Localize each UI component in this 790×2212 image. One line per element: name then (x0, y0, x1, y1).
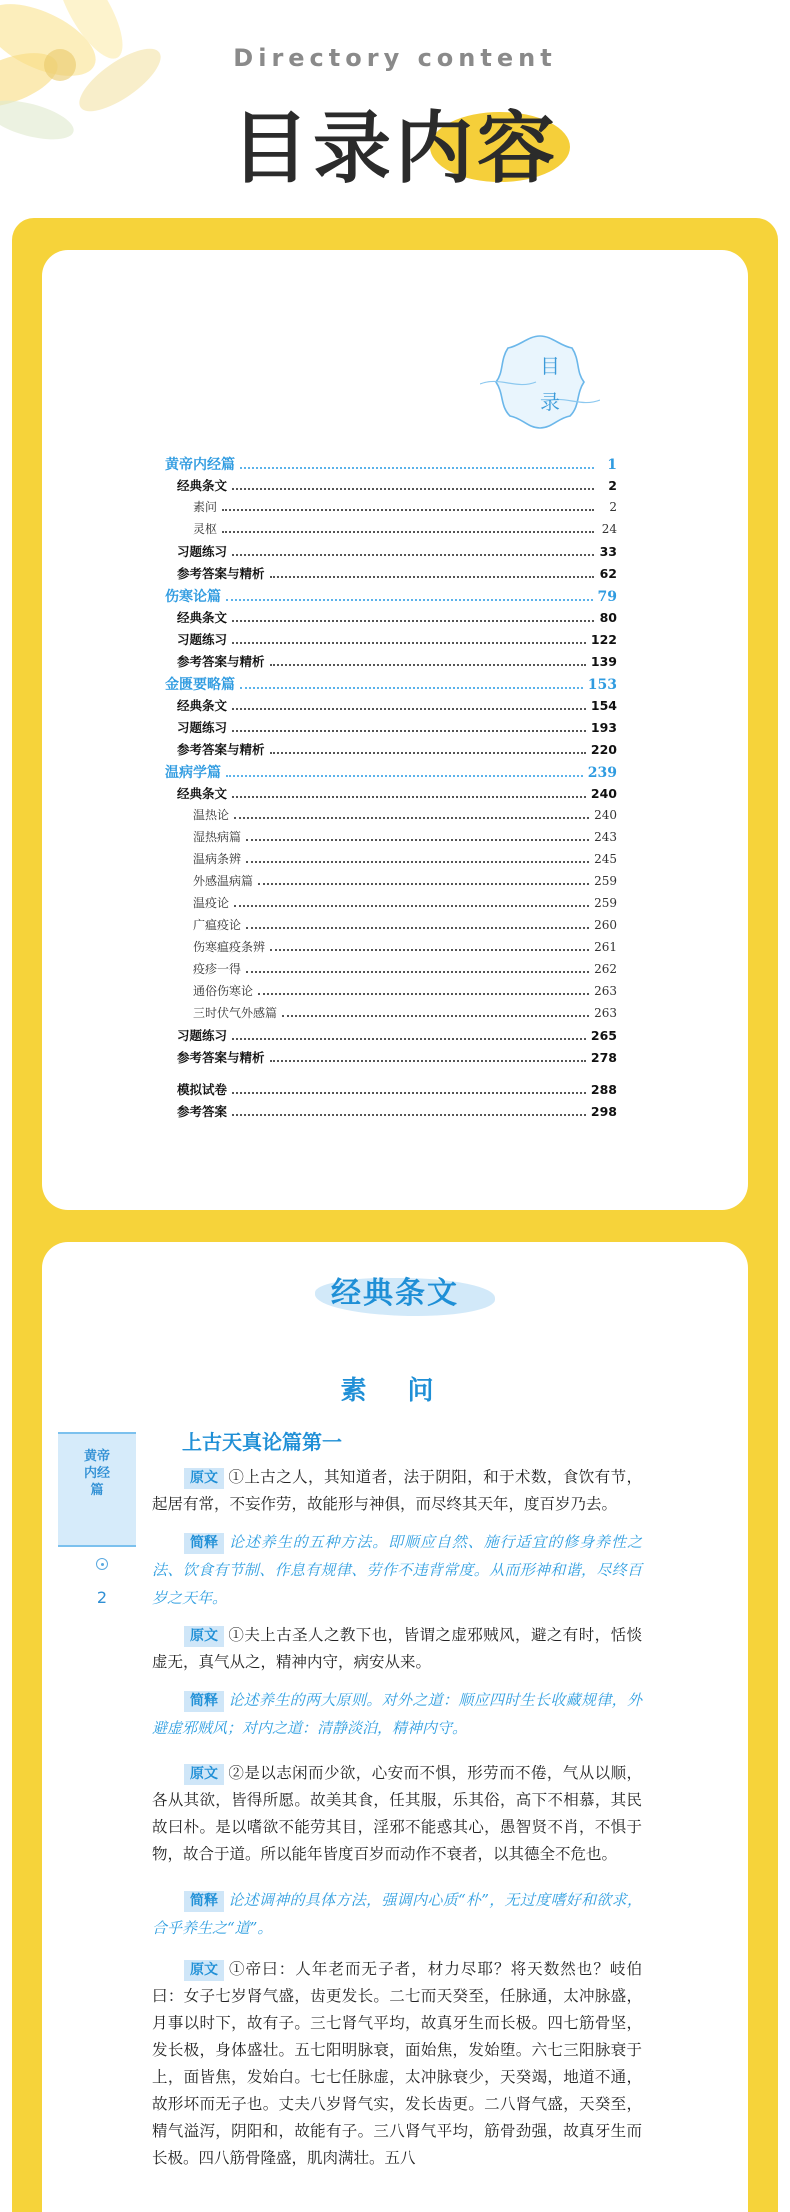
toc-entry-section[interactable] (165, 718, 617, 740)
brief-paragraph (152, 1528, 642, 1612)
toc-label: 习题练习 (177, 1028, 228, 1043)
toc-leader (258, 993, 589, 995)
toc-label: 温病学篇 (165, 765, 221, 781)
toc-page: 80 (599, 610, 617, 625)
toc-entry-chapter[interactable] (165, 674, 617, 696)
toc-entry-section[interactable] (165, 696, 617, 718)
toc-entry-sub[interactable] (165, 1004, 617, 1026)
toc-leader (232, 1114, 586, 1116)
badge-char-mu: 目 (540, 354, 560, 378)
toc-entry-section[interactable] (165, 608, 617, 630)
original-tag: 原文 (184, 1764, 224, 1785)
toc-entry-section[interactable] (165, 476, 617, 498)
toc-label: 湿热病篇 (193, 830, 242, 844)
toc-label: 参考答案 (177, 1104, 228, 1119)
toc-leader (234, 905, 589, 907)
section-title-text: 经典条文 (331, 1276, 459, 1311)
toc-label: 经典条文 (177, 478, 228, 493)
toc-label: 习题练习 (177, 720, 228, 735)
toc-leader (234, 817, 589, 819)
toc-leader (240, 687, 583, 689)
toc-leader (270, 949, 589, 951)
brief-tag: 简释 (184, 1691, 224, 1712)
paragraph-text: ①帝曰：人年老而无子者，材力尽耶？将天数然也？岐伯曰：女子七岁肾气盛，齿更发长。二七而天癸至，任脉通，太冲脉盛，月事以时下，故有子。三七肾气平均，故真牙生而长极。四七筋骨坚，发长极，身体盛壮。五七阳明脉衰，面始焦，发始堕。六七三阳脉衰于上，面皆焦，发始白。七七任脉虚，太冲脉衰少，天癸竭，地道不通，故形坏而无子也。丈夫八岁肾气实，发长齿更。二八肾气盛，天癸至，精气溢泻，阴阳和，故能有子。三八肾气平均，筋骨劲强，故真牙生而长极。四八筋骨隆盛，肌肉满壮。五八 (152, 1960, 642, 2167)
toc-entry-sub[interactable] (165, 850, 617, 872)
toc-leader (232, 796, 586, 798)
original-paragraph (152, 1956, 642, 2172)
toc-page: 288 (590, 1082, 617, 1097)
toc-page: 2 (608, 478, 617, 493)
toc-page: 220 (590, 742, 617, 757)
toc-page: 153 (587, 677, 617, 693)
toc-page: 240 (594, 808, 617, 822)
toc-entry-sub[interactable] (165, 828, 617, 850)
toc-label: 温疫论 (193, 896, 230, 910)
page-number: 2 (96, 1588, 108, 1607)
toc-leader (246, 927, 589, 929)
toc-entry-section[interactable] (165, 630, 617, 652)
toc-leader (232, 1038, 586, 1040)
toc-page: 240 (590, 786, 617, 801)
toc-leader (270, 752, 586, 754)
toc-leader (226, 775, 583, 777)
toc-page: 79 (597, 589, 617, 605)
toc-page: 261 (594, 940, 617, 954)
toc-page: 122 (590, 632, 617, 647)
toc-label: 素问 (193, 500, 218, 514)
toc-leader (232, 488, 594, 490)
toc-leader (246, 971, 589, 973)
toc-label: 经典条文 (177, 698, 228, 713)
original-paragraph (152, 1464, 642, 1518)
chapter-title: 上古天真论篇第一 (182, 1430, 342, 1454)
toc-page: 260 (594, 918, 617, 932)
badge-char-lu: 录 (540, 390, 560, 414)
paragraph-text: 论述调神的具体方法，强调内心质“朴”，无过度嗜好和欲求，合乎养生之“道”。 (152, 1891, 642, 1937)
toc-label: 广瘟疫论 (193, 918, 242, 932)
section-title (0, 1268, 790, 1312)
page-marker-icon (96, 1558, 108, 1570)
toc-label: 温热论 (193, 808, 230, 822)
original-paragraph (152, 1622, 642, 1676)
toc-leader (258, 883, 589, 885)
toc-label: 习题练习 (177, 632, 228, 647)
toc-entry-section[interactable] (165, 1048, 617, 1070)
toc-leader (232, 620, 594, 622)
toc-label: 参考答案与精析 (177, 1050, 265, 1065)
toc-leader (232, 708, 586, 710)
toc-leader (222, 509, 594, 511)
toc-leader (282, 1015, 589, 1017)
toc-page: 1 (607, 457, 617, 473)
toc-label: 模拟试卷 (177, 1082, 228, 1097)
toc-entry-sub[interactable] (165, 894, 617, 916)
toc-entry-section[interactable] (165, 784, 617, 806)
toc-entry-sub[interactable] (165, 982, 617, 1004)
toc-page: 243 (594, 830, 617, 844)
toc-label: 经典条文 (177, 610, 228, 625)
toc-page: 259 (594, 896, 617, 910)
toc-entry-sub[interactable] (165, 916, 617, 938)
toc-page: 259 (594, 874, 617, 888)
toc-leader (270, 1060, 586, 1062)
toc-entry-section[interactable] (165, 542, 617, 564)
original-tag: 原文 (184, 1468, 224, 1489)
toc-page: 298 (590, 1104, 617, 1119)
english-title: Directory content (233, 44, 557, 72)
toc-leader (232, 642, 586, 644)
toc-page: 2 (609, 500, 617, 514)
brief-paragraph (152, 1886, 642, 1942)
toc-badge-icon (480, 332, 600, 432)
toc-label: 参考答案与精析 (177, 654, 265, 669)
page-header (0, 0, 790, 215)
original-tag: 原文 (184, 1960, 224, 1981)
toc-page: 263 (594, 1006, 617, 1020)
toc-leader (232, 1092, 586, 1094)
toc-page: 245 (594, 852, 617, 866)
original-paragraph (152, 1760, 642, 1868)
toc-entry-sub[interactable] (165, 938, 617, 960)
paragraph-text: 论述养生的五种方法。即顺应自然、施行适宜的修身养性之法、饮食有节制、作息有规律、劳作不违背常度。从而形神和谐，尽终百岁之天年。 (152, 1533, 642, 1607)
toc-leader (246, 861, 589, 863)
book-title: 素 问 (340, 1376, 450, 1406)
toc-leader (270, 576, 594, 578)
toc-label: 外感温病篇 (193, 874, 254, 888)
toc-entry-section[interactable] (165, 1102, 617, 1124)
toc-label: 伤寒瘟疫条辨 (193, 940, 266, 954)
toc-entry-chapter[interactable] (165, 762, 617, 784)
toc-label: 金匮要略篇 (165, 677, 235, 693)
toc-gap (165, 1070, 617, 1080)
toc-entry-sub[interactable] (165, 520, 617, 542)
toc-page: 33 (599, 544, 617, 559)
toc-leader (270, 664, 586, 666)
toc-label: 习题练习 (177, 544, 228, 559)
toc-leader (222, 531, 594, 533)
toc-page: 154 (590, 698, 617, 713)
toc-entry-chapter[interactable] (165, 586, 617, 608)
side-tab-label: 黄帝内经篇 (84, 1449, 111, 1498)
toc-label: 黄帝内经篇 (165, 457, 235, 473)
toc-leader (232, 554, 594, 556)
brief-tag: 简释 (184, 1533, 224, 1554)
toc-label: 灵枢 (193, 522, 218, 536)
paragraph-text: 论述养生的两大原则。对外之道：顺应四时生长收藏规律，外避虚邪贼风；对内之道：清静淡泊，精神内守。 (152, 1691, 642, 1737)
toc-page: 262 (594, 962, 617, 976)
toc-label: 伤寒论篇 (165, 589, 221, 605)
toc-leader (226, 599, 593, 601)
original-tag: 原文 (184, 1626, 224, 1647)
toc-label: 参考答案与精析 (177, 566, 265, 581)
side-tab (58, 1432, 136, 1547)
toc-entry-section[interactable] (165, 652, 617, 674)
toc-entry-sub[interactable] (165, 872, 617, 894)
toc-entry-chapter[interactable] (165, 454, 617, 476)
toc-entry-section[interactable] (165, 740, 617, 762)
toc-label: 三时伏气外感篇 (193, 1006, 278, 1020)
paragraph-text: ①夫上古圣人之教下也，皆谓之虚邪贼风，避之有时，恬惔虚无，真气从之，精神内守，病安从来。 (152, 1626, 642, 1671)
toc-label: 疫疹一得 (193, 962, 242, 976)
toc-label: 经典条文 (177, 786, 228, 801)
toc-entry-sub[interactable] (165, 960, 617, 982)
toc-leader (240, 467, 594, 469)
toc-page: 62 (599, 566, 617, 581)
toc-entry-section[interactable] (165, 1026, 617, 1048)
toc-entry-sub[interactable] (165, 498, 617, 520)
toc-label: 参考答案与精析 (177, 742, 265, 757)
table-of-contents (165, 454, 617, 1124)
brief-tag: 简释 (184, 1891, 224, 1912)
toc-page: 239 (587, 765, 617, 781)
toc-page: 24 (601, 522, 617, 536)
toc-page: 139 (590, 654, 617, 669)
toc-entry-section[interactable] (165, 1080, 617, 1102)
toc-page: 278 (590, 1050, 617, 1065)
toc-entry-section[interactable] (165, 564, 617, 586)
toc-page: 263 (594, 984, 617, 998)
toc-label: 通俗伤寒论 (193, 984, 254, 998)
toc-page: 265 (590, 1028, 617, 1043)
paragraph-text: ①上古之人，其知道者，法于阴阳，和于术数，食饮有节，起居有常，不妄作劳，故能形与神俱，而尽终其天年，度百岁乃去。 (152, 1468, 642, 1513)
toc-entry-sub[interactable] (165, 806, 617, 828)
brief-paragraph (152, 1686, 642, 1742)
paragraph-text: ②是以志闲而少欲，心安而不惧，形劳而不倦，气从以顺，各从其欲，皆得所愿。故美其食，任其服，乐其俗，高下不相慕，其民故曰朴。是以嗜欲不能劳其目，淫邪不能惑其心，愚智贤不肖，不惧于物，故合于道。所以能年皆度百岁而动作不衰者，以其德全不危也。 (152, 1764, 642, 1863)
page-title: 目录内容 (230, 104, 559, 194)
toc-label: 温病条辨 (193, 852, 242, 866)
toc-leader (232, 730, 586, 732)
toc-leader (246, 839, 589, 841)
toc-page: 193 (590, 720, 617, 735)
